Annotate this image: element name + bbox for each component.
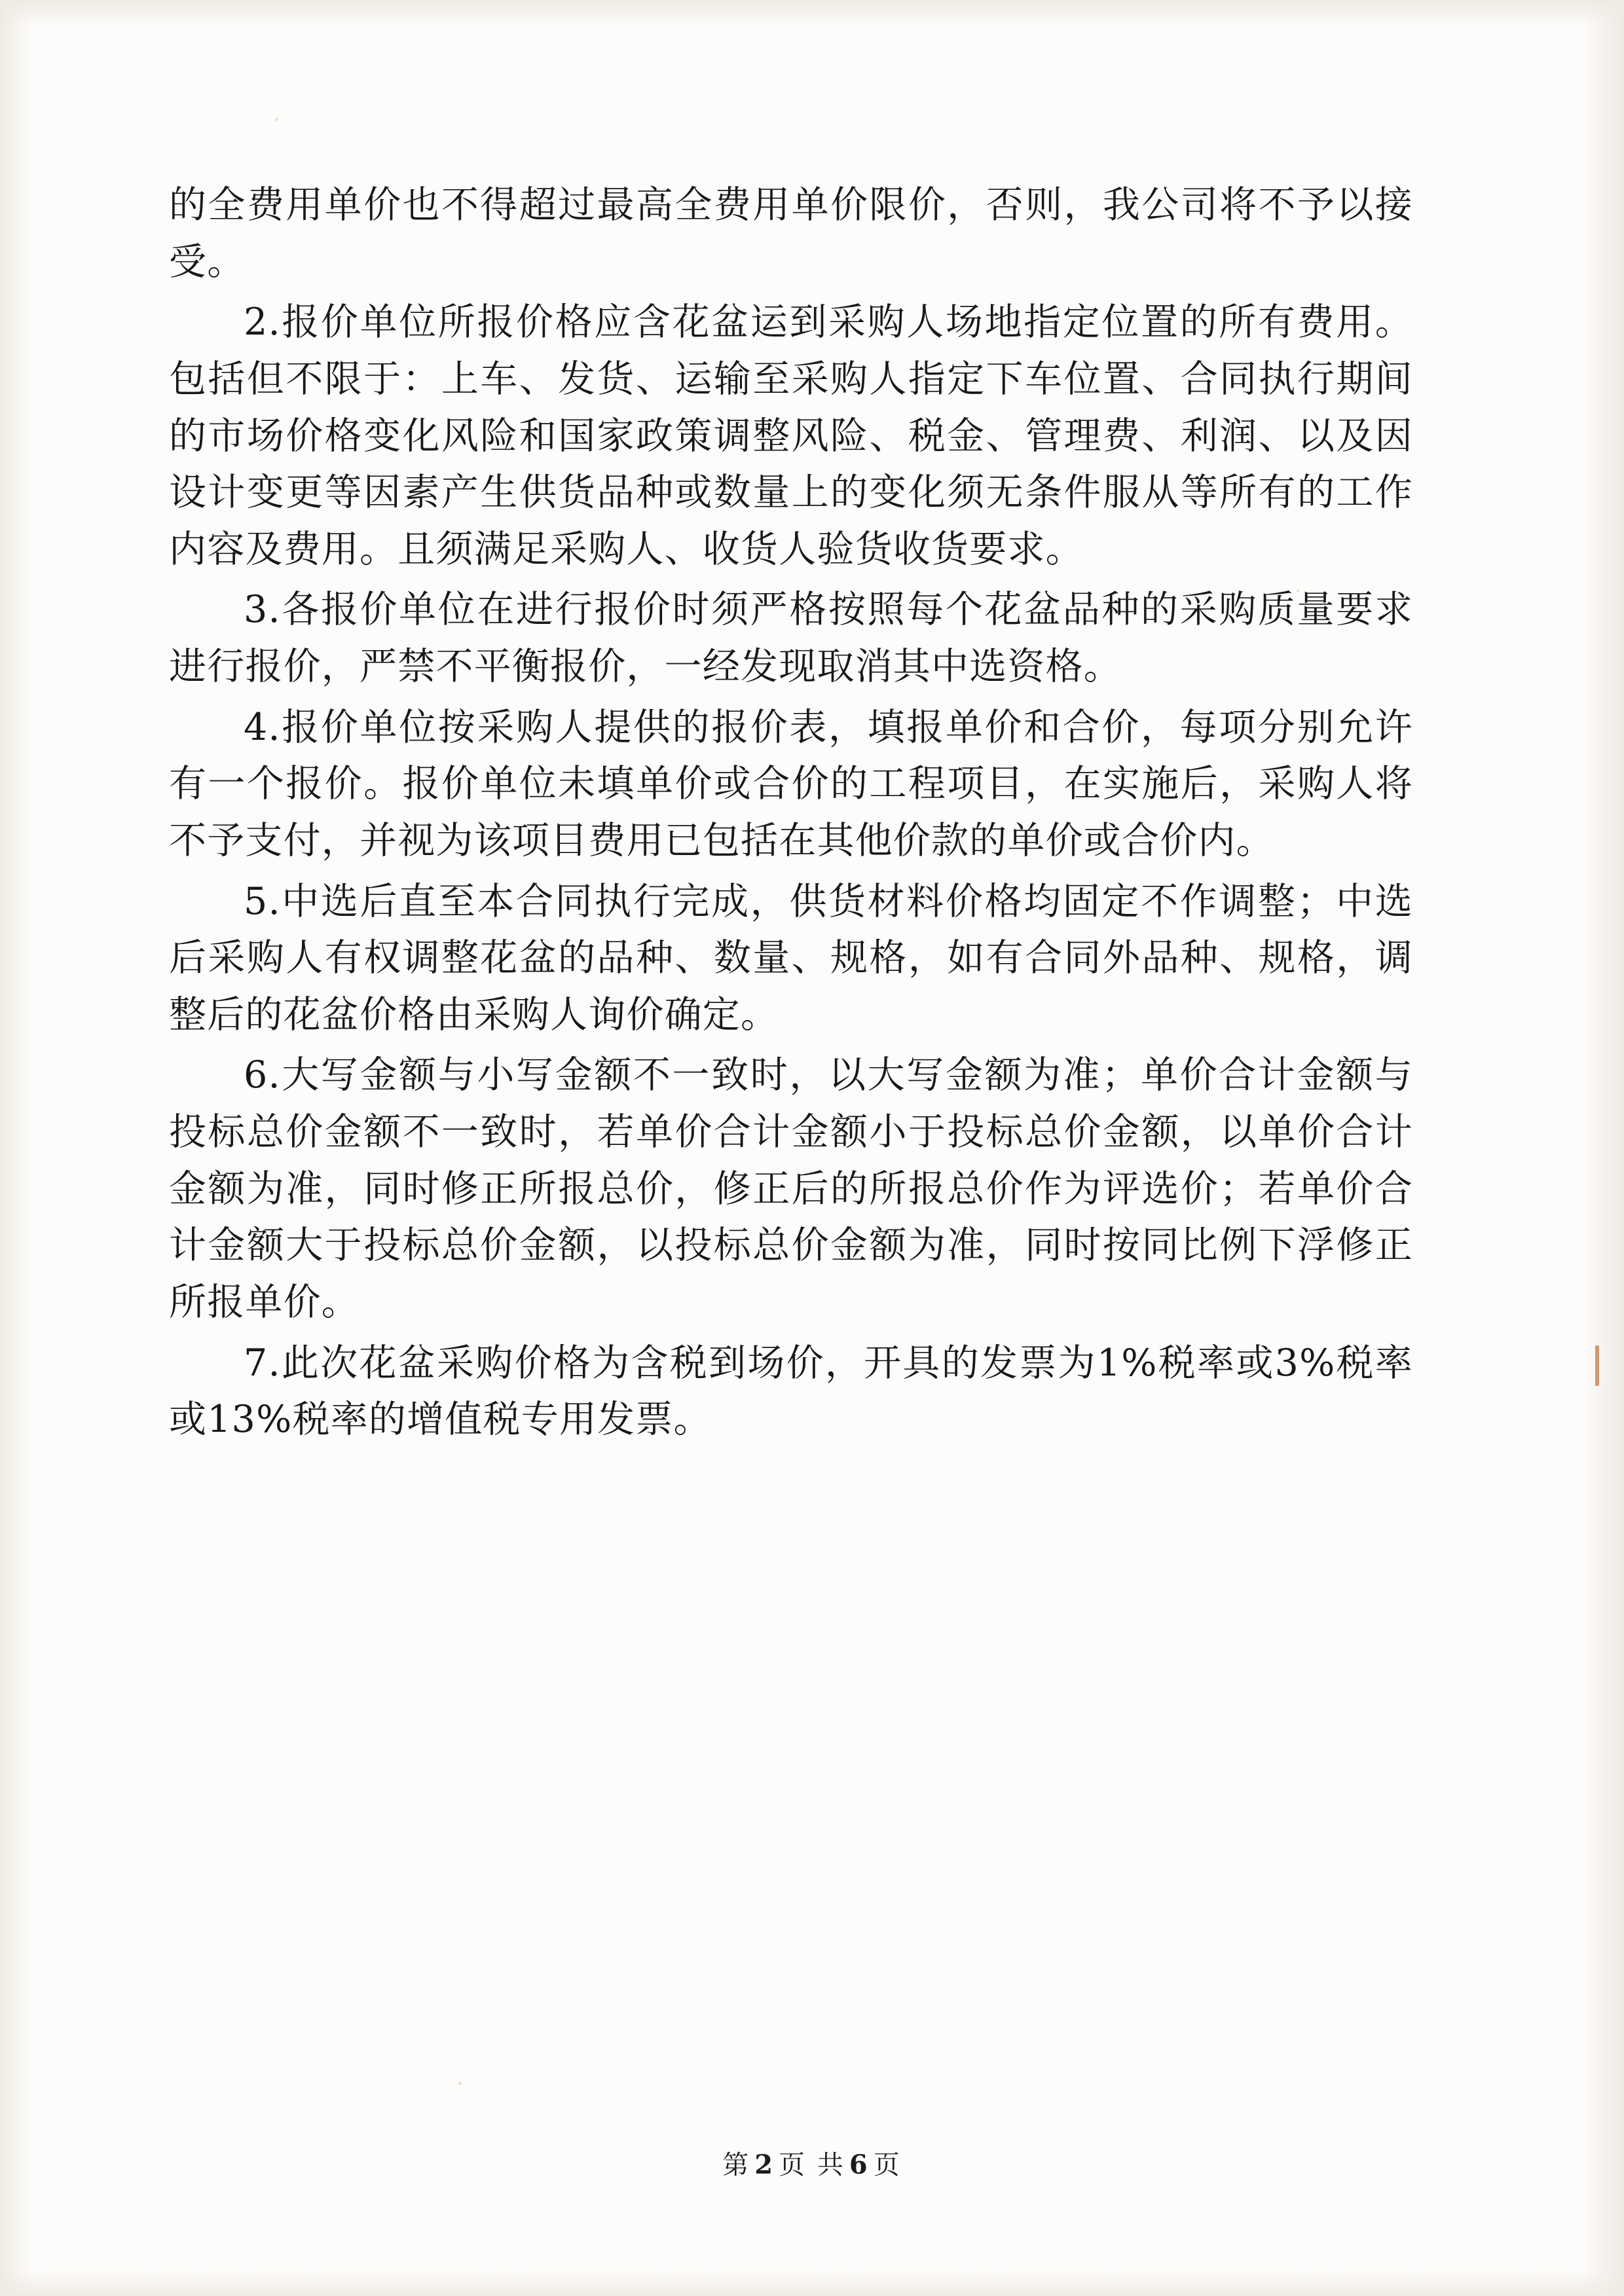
page-edge-shading-top (0, 0, 1624, 26)
paragraph-item-7: 7.此次花盆采购价格为含税到场价，开具的发票为1%税率或3%税率或13%税率的增值税专用发票。 (169, 1341, 1413, 1442)
page-footer (0, 2144, 1624, 2181)
margin-annotation-mark (1595, 1345, 1599, 1386)
footer-prefix: 第 (722, 2150, 751, 2180)
document-body (169, 177, 1413, 1452)
paragraph-item-3: 3.各报价单位在进行报价时须严格按照每个花盆品种的采购质量要求进行报价，严禁不平衡报价，一经发现取消其中选资格。 (169, 588, 1413, 688)
paragraph-item-2: 2.报价单位所报价格应含花盆运到采购人场地指定位置的所有费用。包括但不限于：上车、发货、运输至采购人指定下车位置、合同执行期间的市场价格变化风险和国家政策调整风险、税金、管理费、利润、以及因设计变更等因素产生供货品种或数量上的变化须无条件服从等所有的工作内容及费用。且须满足采购人、收货人验货收货要求。 (169, 301, 1413, 571)
paragraph-item-4: 4.报价单位按采购人提供的报价表，填报单价和合价，每项分别允许有一个报价。报价单位未填单价或合价的工程项目，在实施后，采购人将不予支付，并视为该项目费用已包括在其他价款的单价或合价内。 (169, 705, 1413, 862)
page-edge-shading-bottom (0, 2270, 1624, 2296)
footer-suffix: 页 (873, 2150, 902, 2180)
paragraph-item-5: 5.中选后直至本合同执行完成，供货材料价格均固定不作调整；中选后采购人有权调整花盆的品种、数量、规格，如有合同外品种、规格，调整后的花盆价格由采购人询价确定。 (169, 879, 1413, 1036)
footer-total-pages: 6 (849, 2149, 870, 2180)
footer-current-page: 2 (754, 2149, 775, 2180)
scan-speck (458, 2082, 462, 2085)
page-edge-shading-right (1585, 0, 1624, 2296)
scan-speck (275, 118, 278, 121)
footer-middle: 页 共 (779, 2150, 845, 2180)
page-edge-shading-left (0, 0, 31, 2296)
paragraph-item-6: 6.大写金额与小写金额不一致时，以大写金额为准；单价合计金额与投标总价金额不一致时，若单价合计金额小于投标总价金额，以单价合计金额为准，同时修正所报总价，修正后的所报总价作为评选价；若单价合计金额大于投标总价金额，以投标总价金额为准，同时按同比例下浮修正所报单价。 (169, 1053, 1413, 1324)
paragraph-continuation: 的全费用单价也不得超过最高全费用单价限价，否则，我公司将不予以接受。 (169, 183, 1413, 283)
